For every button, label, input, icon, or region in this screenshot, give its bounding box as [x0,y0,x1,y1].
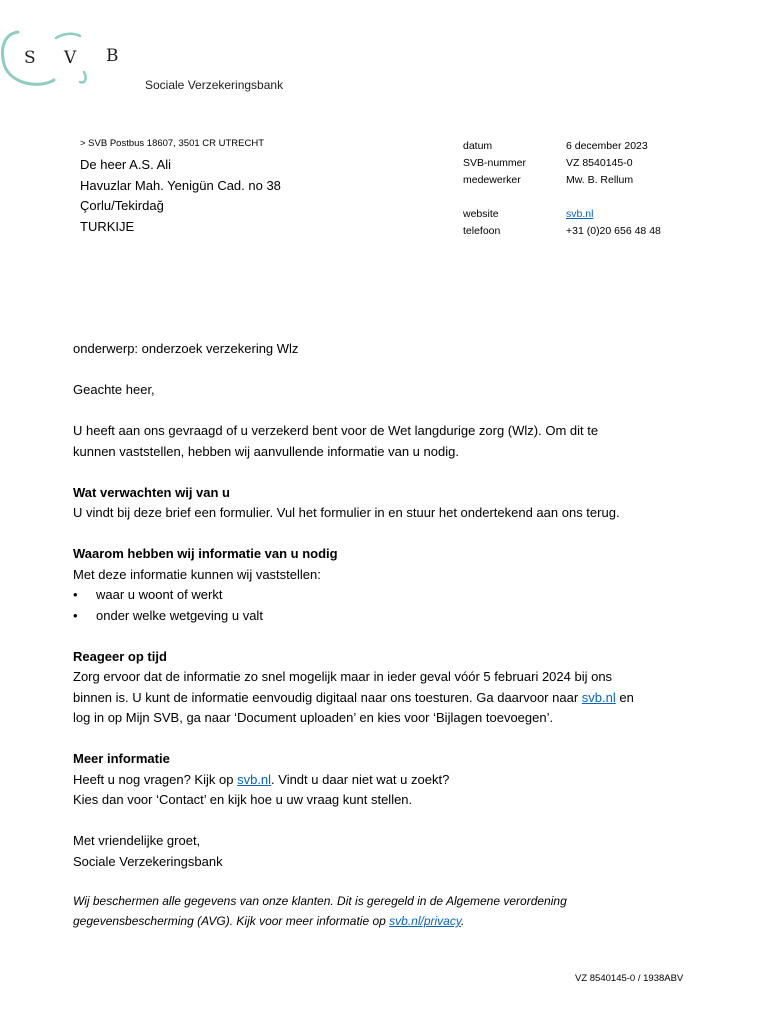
svb-link[interactable]: svb.nl [581,689,616,705]
meta-telefoon-value: +31 (0)20 656 48 48 [566,225,661,237]
logo-swoosh-right [80,72,86,83]
logo-organisation-name: Sociale Verzekeringsbank [145,78,284,92]
bullet-text: onder welke wetgeving u valt [96,607,263,623]
deadline-line-2 [73,688,703,709]
svb-link[interactable]: svb.nl [237,771,272,787]
meta-medewerker-value: Mw. B. Rellum [566,174,634,186]
meta-medewerker-label: medewerker [463,174,521,186]
more-info-line-1-start: Heeft u nog vragen? Kijk op [73,771,238,787]
deadline-line-2-end: en [615,689,634,705]
recipient-city: Çorlu/Tekirdağ [80,198,164,213]
section-heading-expectations: Wat verwachten wij van u [73,484,231,500]
closing-greeting: Met vriendelijke groet, [73,833,201,848]
logo-letter-v: V [64,48,77,68]
section-text-expectations: U vindt bij deze brief een formulier. Vul het formulier in en stuur het ondertekend aan ons terug. [73,505,620,520]
bullet-icon: • [73,607,78,623]
section-heading-deadline: Reageer op tijd [73,648,167,664]
bullet-icon: • [73,587,78,602]
deadline-line-3: log in op Mijn SVB, ga naar ‘Document uploaden’ en kies voor ‘Bijlagen toevoegen’. [73,710,554,725]
letter-body [73,339,703,872]
meta-datum-label: datum [463,140,493,152]
privacy-link[interactable]: svb.nl/privacy [389,914,461,928]
logo-swoosh-left [3,32,42,84]
logo-swoosh-top [56,34,80,38]
more-info-line-1 [73,770,703,791]
why-bullet-list [73,585,703,626]
section-heading-more-info: Meer informatie [73,751,170,766]
more-info-line-2: Kies dan voor ‘Contact’ en kijk hoe u uw vraag kunt stellen. [73,792,413,807]
deadline-line-1: Zorg ervoor dat de informatie zo snel mogelijk maar in ieder geval vóór 5 februari 2024 bij ons [73,669,613,684]
intro-line-2: kunnen vaststellen, hebben wij aanvullende informatie van u nodig. [73,443,459,459]
section-heading-why: Waarom hebben wij informatie van u nodig [73,546,338,561]
deadline-line-2-start: binnen is. U kunt de informatie eenvoudig digitaal naar ons toesturen. Ga daarvoor naar [73,689,582,705]
svb-logo [0,26,284,92]
recipient-address [80,155,281,237]
letter-subject: onderwerp: onderzoek verzekering Wlz [73,341,299,356]
intro-line-1: U heeft aan ons gevraagd of u verzekerd bent voor de Wet langdurige zorg (Wlz). Om dit te [73,423,599,438]
meta-website-link[interactable]: svb.nl [566,208,594,220]
letter-salutation: Geachte heer, [73,382,155,397]
privacy-line-1: Wij beschermen alle gegevens van onze klanten. Dit is geregeld in de Algemene verordening [73,894,567,908]
privacy-notice [73,891,703,931]
meta-website-label: website [463,208,499,220]
footer-reference: VZ 8540145-0 / 1938ABV [575,973,684,984]
meta-datum-value: 6 december 2023 [566,140,648,152]
return-address: > SVB Postbus 18607, 3501 CR UTRECHT [80,138,265,149]
bullet-text: waar u woont of werkt [96,587,223,602]
logo-letter-b: B [106,46,119,66]
recipient-country: TURKIJE [80,218,135,234]
more-info-line-1-end: . Vindt u daar niet wat u zoekt? [271,771,450,787]
privacy-line-2-end: . [460,914,465,928]
recipient-street: Havuzlar Mah. Yenigün Cad. no 38 [80,177,281,193]
privacy-line-2-start: gegevensbescherming (AVG). Kijk voor meer informatie op [73,914,390,928]
meta-telefoon-label: telefoon [463,225,501,237]
list-item [73,585,703,606]
logo-swoosh-tail [42,80,54,84]
meta-svb-nummer-label: SVB-nummer [463,157,527,169]
closing-signature: Sociale Verzekeringsbank [73,853,223,869]
list-item [73,606,703,627]
privacy-line-2 [73,911,703,931]
logo-letter-s: S [24,48,36,68]
meta-svb-nummer-value: VZ 8540145-0 [566,157,633,169]
recipient-name: De heer A.S. Ali [80,157,172,172]
section-text-why: Met deze informatie kunnen wij vaststellen: [73,566,321,582]
